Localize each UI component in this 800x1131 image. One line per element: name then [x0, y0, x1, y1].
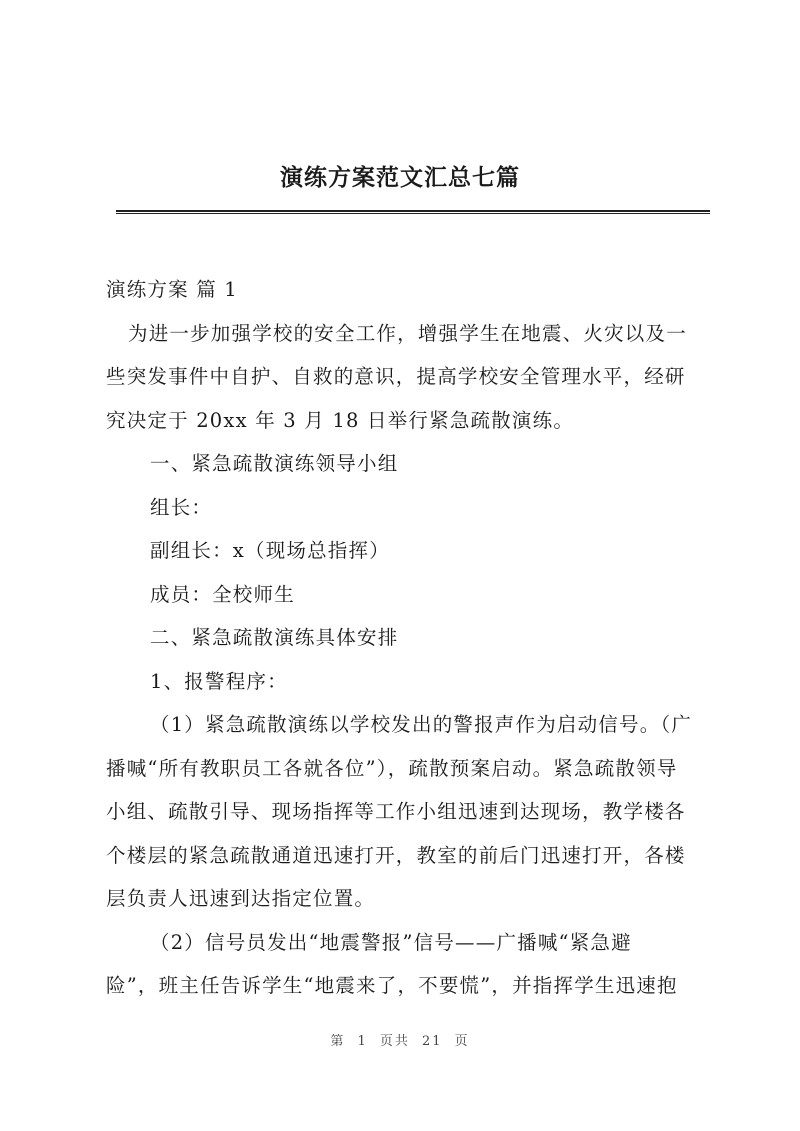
body-text-line: 二、紧急疏散演练具体安排	[150, 626, 399, 649]
body-text-line: 1、报警程序：	[150, 669, 288, 693]
body-text-line: 副组长：x（现场总指挥）	[150, 539, 390, 562]
body-text-line: 层负责人迅速到达指定位置。	[106, 887, 376, 910]
body-text-line: 小组、疏散引导、现场指挥等工作小组迅速到达现场，教学楼各	[106, 800, 686, 823]
page-number-footer: 第 1 页共 21 页	[330, 1034, 470, 1049]
body-text-line: （2）信号员发出“地震警报”信号——广播喊“紧急避	[150, 930, 632, 954]
body-text-line: 一、紧急疏散演练领导小组	[150, 452, 399, 475]
body-text-line: 组长：	[150, 495, 213, 519]
body-text-line: 些突发事件中自护、自救的意识，提高学校安全管理水平，经研	[106, 365, 686, 388]
document-body	[106, 268, 710, 1008]
body-text-line: 究决定于 20xx 年 3 月 18 日举行紧急疏散演练。	[106, 408, 575, 432]
body-text-line: 个楼层的紧急疏散通道迅速打开，教室的前后门迅速打开，各楼	[106, 843, 686, 867]
body-text-line: 演练方案 篇 1	[106, 278, 238, 301]
body-text-line: 成员：全校师生	[150, 582, 295, 606]
title-divider	[116, 210, 710, 214]
document-title: 演练方案范文汇总七篇	[280, 164, 520, 191]
body-text-line: 为进一步加强学校的安全工作，增强学生在地震、火灾以及一	[128, 321, 687, 345]
body-text-line: （1）紧急疏散演练以学校发出的警报声作为启动信号。（广	[150, 713, 693, 736]
body-text-line: 播喊“所有教职员工各就各位”），疏散预案启动。紧急疏散领导	[106, 756, 678, 780]
body-text-line: 险”，班主任告诉学生“地震来了，不要慌”，并指挥学生迅速抱	[106, 974, 678, 997]
